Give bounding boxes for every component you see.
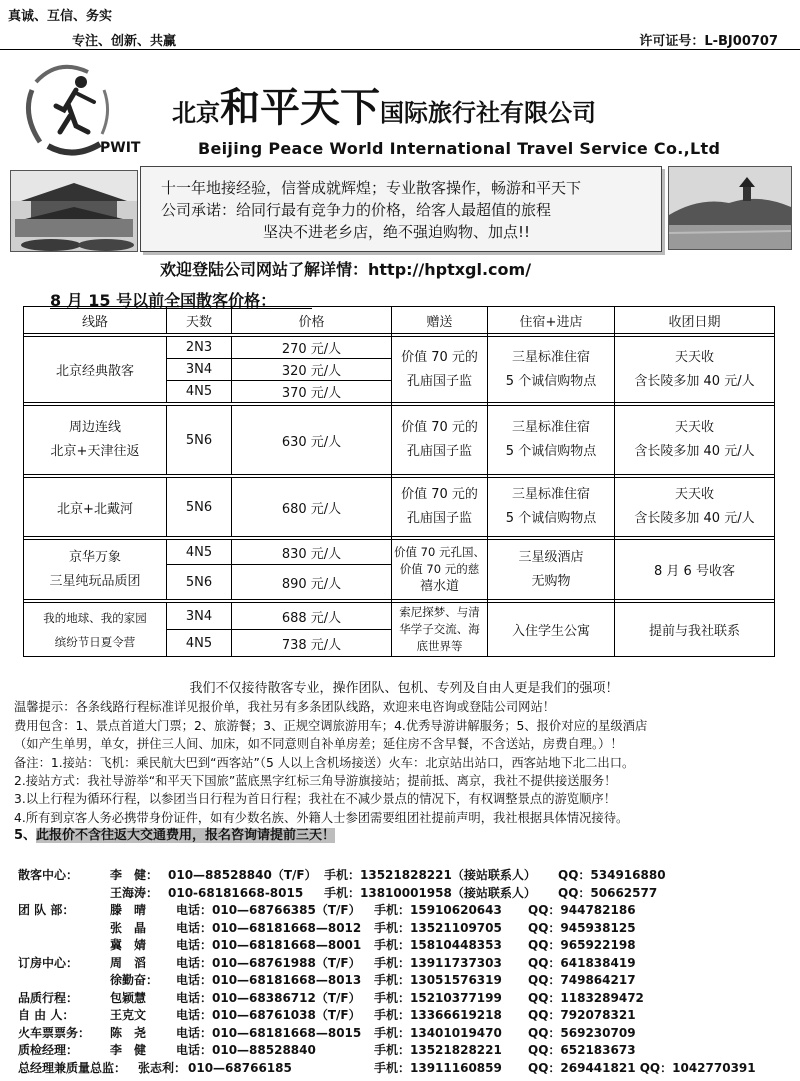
slogan-line-2: 公司承诺：给同行最有竞争力的价格，给客人最超值的旅程 bbox=[161, 201, 552, 219]
table-row bbox=[24, 337, 775, 359]
table-row bbox=[24, 478, 775, 537]
table-row bbox=[24, 406, 775, 475]
notes-remark-5: 5、此报价不含往返大交通费用，报名咨询请提前三天！ bbox=[14, 828, 336, 844]
gift-cell: 索尼探梦、与清 华学子交流、海 底世界等 bbox=[392, 603, 488, 657]
summer-palace-photo bbox=[668, 166, 792, 250]
logo-text: PWIT bbox=[100, 140, 141, 156]
days-cell: 2N3 bbox=[167, 337, 232, 359]
days-cell: 3N4 bbox=[167, 359, 232, 381]
route-cell: 我的地球、我的家园 缤纷节日夏令营 bbox=[24, 603, 167, 657]
route-cell: 京华万象 三星纯玩品质团 bbox=[24, 540, 167, 600]
notes-remark-3: 3.以上行程为循环行程，以参团当日行程为首日行程；我社在不减少景点的情况下，有权调整景点的游览顺序！ bbox=[14, 792, 616, 807]
contacts-section bbox=[18, 866, 798, 1076]
price-heading-text: 8 月 15 号以前全国散客价格： bbox=[50, 291, 277, 310]
contact-row: 自 由 人： 王克文 电话：010—68761038（T/F） 手机：13366619218 QQ：792078321 bbox=[18, 1008, 636, 1022]
gift-cell: 价值 70 元的 孔庙国子监 bbox=[392, 337, 488, 403]
gift-cell: 价值 70 元的 孔庙国子监 bbox=[392, 406, 488, 475]
days-cell: 5N6 bbox=[167, 478, 232, 537]
gift-cell: 价值 70 元孔国、 价值 70 元的慈 禧水道 bbox=[392, 540, 488, 600]
days-cell: 4N5 bbox=[167, 381, 232, 403]
contact-row: 团 队 部： 滕 晴 电话：010—68766385（T/F） 手机：15910620643 QQ：944782186 bbox=[18, 903, 636, 917]
days-cell: 3N4 bbox=[167, 603, 232, 630]
header-lodging: 住宿+进店 bbox=[488, 307, 615, 334]
price-cell: 738 元/人 bbox=[232, 630, 392, 657]
contact-row: 质检经理： 李 健 电话：010—88528840 手机：13521828221 QQ：652183673 bbox=[18, 1043, 636, 1057]
notes-fee-line-1: 费用包含：1、景点首道大门票；2、旅游餐；3、正规空调旅游用车；4.优秀导游讲解服务；5、报价对应的星级酒店 bbox=[14, 718, 648, 733]
contact-row: 散客中心： 李 健： 010—88528840（T/F） 手机：13521828221（接站联系人） QQ：534916880 bbox=[18, 868, 666, 882]
date-cell: 天天收 含长陵多加 40 元/人 bbox=[615, 337, 775, 403]
slogan-banner bbox=[140, 166, 662, 252]
contact-row: 总经理兼质量总监： 张志利： 010—68766185 手机：13911160859 QQ：269441821 QQ：1042770391 bbox=[18, 1060, 756, 1075]
tiananmen-photo bbox=[10, 170, 138, 252]
company-name-prefix: 北京 bbox=[172, 98, 220, 127]
company-name-english: Beijing Peace World International Travel Service Co.,Ltd bbox=[198, 139, 721, 158]
date-cell: 8 月 6 号收客 bbox=[615, 540, 775, 600]
notes-remark-1: 备注：1.接站：飞机：乘民航大巴到“西客站”（5 人以上含机场接送）火车：北京站出站口，西客站地下北二出口。 bbox=[14, 755, 635, 770]
price-cell: 688 元/人 bbox=[232, 603, 392, 630]
notes-remark-4: 4.所有到京客人务必携带身份证件，如有少数名族、外籍人士参团需要组团社提前声明，我社根据具体情况接待。 bbox=[14, 810, 629, 825]
license-number: 许可证号：L-BJ00707 bbox=[639, 34, 778, 49]
motto-line-2: 专注、创新、共赢 bbox=[72, 34, 177, 49]
notes-remark-2: 2.接站方式：我社导游举“和平天下国旅”蓝底黑字红标三角导游旗接站；提前抵、离京，我社不提供接送服务！ bbox=[14, 774, 617, 789]
contact-row: 订房中心： 周 滔 电话：010—68761988（T/F） 手机：13911737303 QQ：641838419 bbox=[18, 955, 636, 970]
price-cell: 630 元/人 bbox=[232, 406, 392, 475]
header-price: 价格 bbox=[232, 307, 392, 334]
notes-section bbox=[14, 680, 794, 846]
contact-row: 徐勤奋： 电话：010—68181668—8013 手机：13051576319 QQ：749864217 bbox=[110, 973, 636, 987]
gift-cell: 价值 70 元的 孔庙国子监 bbox=[392, 478, 488, 537]
company-name-chinese bbox=[172, 76, 596, 133]
lodging-cell: 三星标准住宿 5 个诚信购物点 bbox=[488, 478, 615, 537]
table-row bbox=[24, 603, 775, 630]
contact-row: 张 晶 电话：010—68181668—8012 手机：13521109705 QQ：945938125 bbox=[110, 920, 636, 935]
date-cell: 天天收 含长陵多加 40 元/人 bbox=[615, 478, 775, 537]
notes-fee-line-2: （如产生单男，单女，拼住三人间、加床，如不同意则自补单房差；延住房不含早餐，不含送站，房费自理。）！ bbox=[14, 737, 623, 752]
price-cell: 320 元/人 bbox=[232, 359, 392, 381]
header-date: 收团日期 bbox=[615, 307, 775, 334]
price-cell: 270 元/人 bbox=[232, 337, 392, 359]
price-cell: 680 元/人 bbox=[232, 478, 392, 537]
days-cell: 5N6 bbox=[167, 565, 232, 600]
price-cell: 370 元/人 bbox=[232, 381, 392, 403]
date-cell: 天天收 含长陵多加 40 元/人 bbox=[615, 406, 775, 475]
header-gift: 赠送 bbox=[392, 307, 488, 334]
lodging-cell: 入住学生公寓 bbox=[488, 603, 615, 657]
lodging-cell: 三星标准住宿 5 个诚信购物点 bbox=[488, 337, 615, 403]
table-header-row bbox=[24, 307, 775, 334]
company-name-main: 和平天下 bbox=[220, 84, 380, 131]
lodging-cell: 三星级酒店 无购物 bbox=[488, 540, 615, 600]
days-cell: 5N6 bbox=[167, 406, 232, 475]
days-cell: 4N5 bbox=[167, 540, 232, 565]
price-table bbox=[23, 306, 775, 657]
price-cell: 830 元/人 bbox=[232, 540, 392, 565]
lodging-cell: 三星标准住宿 5 个诚信购物点 bbox=[488, 406, 615, 475]
contact-row: 品质行程： 包颖慧 电话：010—68386712（T/F） 手机：15210377199 QQ：1183289472 bbox=[18, 990, 644, 1005]
notes-reminder: 温馨提示：各条线路行程标准详见报价单，我社另有多条团队线路，欢迎来电咨询或登陆公司网站！ bbox=[14, 700, 556, 715]
date-cell: 提前与我社联系 bbox=[615, 603, 775, 657]
header-divider bbox=[0, 49, 800, 50]
company-logo bbox=[18, 60, 178, 160]
contact-row: 王海涛： 010-68181668-8015 手机：13810001958（接站联系人） QQ：50662577 bbox=[110, 885, 658, 900]
contact-row: 冀 婧 电话：010—68181668—8001 手机：15810448353 QQ：965922198 bbox=[110, 938, 636, 952]
website-link[interactable]: 欢迎登陆公司网站了解详情：http://hptxgl.com/ bbox=[160, 260, 532, 279]
price-cell: 890 元/人 bbox=[232, 565, 392, 600]
route-cell: 周边连线 北京+天津往返 bbox=[24, 406, 167, 475]
motto-line-1: 真诚、互信、务实 bbox=[8, 9, 113, 24]
company-name-suffix: 国际旅行社有限公司 bbox=[380, 98, 596, 127]
days-cell: 4N5 bbox=[167, 630, 232, 657]
route-cell: 北京经典散客 bbox=[24, 337, 167, 403]
route-cell: 北京+北戴河 bbox=[24, 478, 167, 537]
header-route: 线路 bbox=[24, 307, 167, 334]
header-days: 天数 bbox=[167, 307, 232, 334]
slogan-line-3: 坚决不进老乡店，绝不强迫购物、加点!! bbox=[263, 223, 531, 241]
slogan-line-1: 十一年地接经验，信誉成就辉煌；专业散客操作，畅游和平天下 bbox=[161, 179, 582, 197]
table-row bbox=[24, 540, 775, 565]
contact-row: 火车票票务： 陈 尧 电话：010—68181668—8015 手机：13401019470 QQ：569230709 bbox=[18, 1025, 636, 1040]
notes-highlight: 我们不仅接待散客专业，操作团队、包机、专列及自由人更是我们的强项！ bbox=[189, 681, 619, 696]
